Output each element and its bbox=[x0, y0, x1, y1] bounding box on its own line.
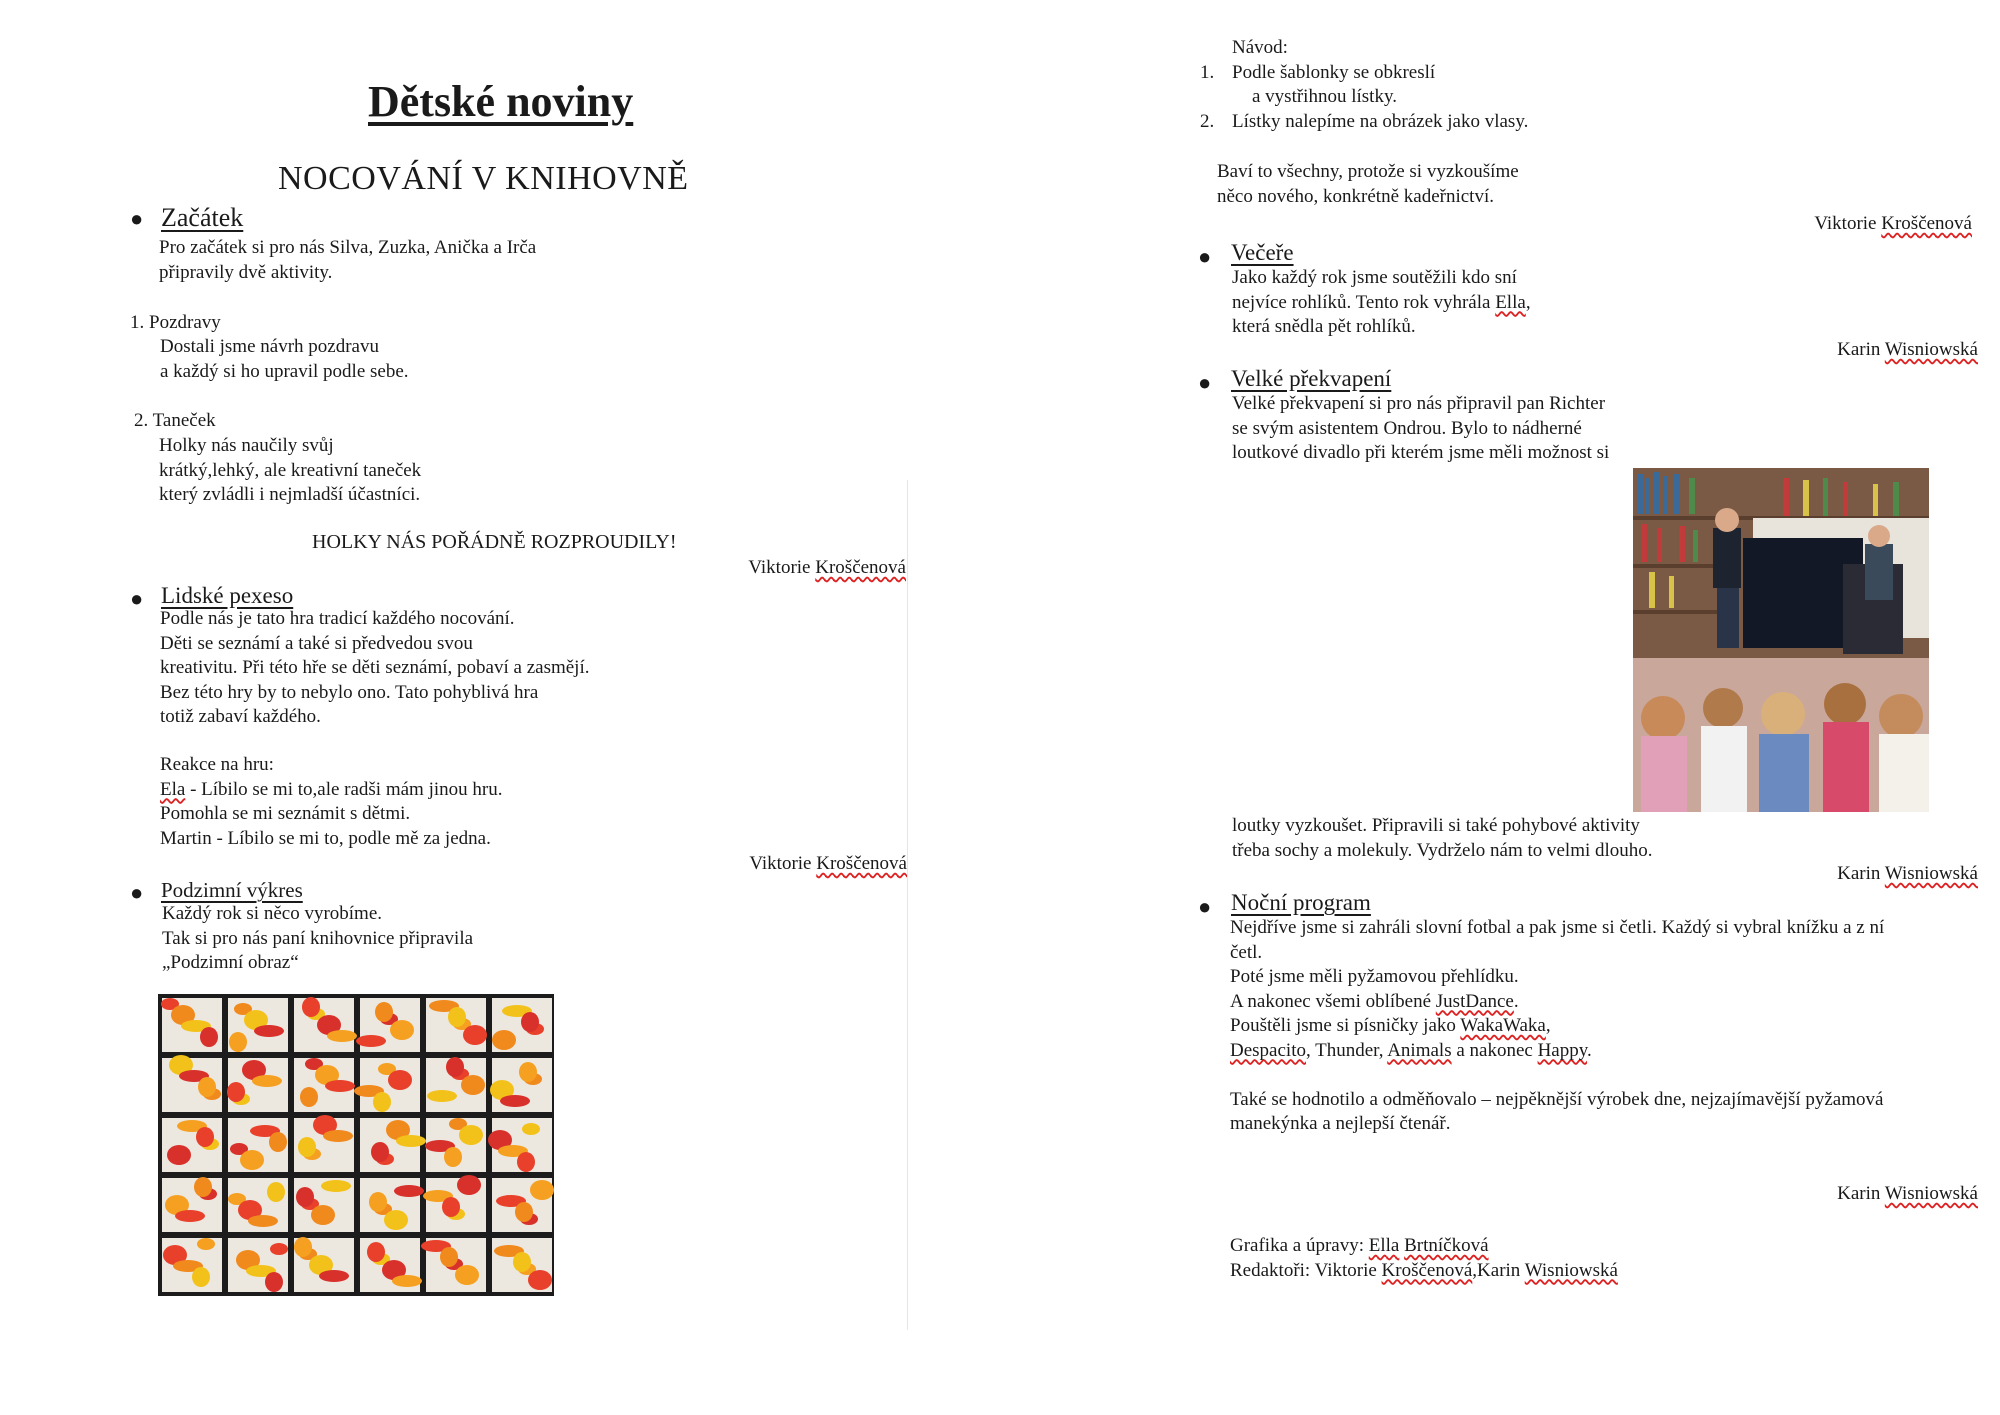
autumn-artwork-photo bbox=[158, 994, 554, 1296]
bavi-text: Baví to všechny, protože si vyzkoušíme něco nového, konkrétně kadeřnictví. bbox=[1217, 161, 1519, 207]
highlight-text: HOLKY NÁS POŘÁDNĚ ROZPROUDILY! bbox=[312, 531, 677, 553]
navod-step-1: Podle šablonky se obkreslí bbox=[1232, 62, 1436, 83]
navod-step-1b: a vystřihnou lístky. bbox=[1252, 86, 1397, 107]
section-heading-prekvapeni: Velké překvapení bbox=[1231, 366, 1392, 391]
vykres-text: Každý rok si něco vyrobíme. Tak si pro nás paní knihovnice připravila „Podzimní obraz“ bbox=[162, 903, 474, 973]
section-heading-vykres: Podzimní výkres bbox=[161, 878, 303, 902]
pozdravy-heading: 1. Pozdravy bbox=[130, 312, 221, 333]
credits: Grafika a úpravy: Ella Brtníčková Redaktoři: Viktorie Kroščenová,Karin Wisniowská bbox=[1230, 1235, 1618, 1281]
section-heading-pexeso: Lidské pexeso bbox=[161, 583, 294, 608]
bullet-icon: ● bbox=[1198, 370, 1212, 395]
section-heading-nocni: Noční program bbox=[1231, 890, 1371, 915]
pozdravy-text: Dostali jsme návrh pozdravu a každý si ho upravil podle sebe. bbox=[160, 336, 409, 382]
author-signature: Viktorie Kroščenová bbox=[1814, 213, 1972, 234]
bullet-icon: ● bbox=[1198, 244, 1212, 269]
author-signature: Karin Wisniowská bbox=[1837, 1183, 1978, 1204]
author-signature: Viktorie Kroščenová bbox=[748, 557, 906, 578]
navod-label: Návod: bbox=[1232, 37, 1288, 58]
bullet-icon: ● bbox=[1198, 894, 1212, 919]
page-divider bbox=[907, 480, 908, 1330]
section-heading-vecere: Večeře bbox=[1231, 240, 1294, 265]
bullet-icon: ● bbox=[130, 586, 144, 611]
tanecek-text: Holky nás naučily svůj krátký,lehký, ale kreativní taneček který zvládli i nejmladší účastníci. bbox=[159, 435, 422, 505]
nocni-text: Nejdříve jsme si zahráli slovní fotbal a pak jsme si četli. Každý si vybral knížku a z ní četl. Poté jsme měli pyžamovou přehlídku. A nakonec všemi oblíbené JustDance. Pouštěli jsme si písničky jako WakaWaka, Despacito, Thunder, Animals a nakonec Happy. Také se hodnotilo a odměňovalo – nejpěknější výrobek dne, nejzajímavější pyžamová manekýnka a nejlepší čtenář. bbox=[1230, 917, 1885, 1134]
zacatek-text: Pro začátek si pro nás Silva, Zuzka, Anička a Irča připravily dvě aktivity. bbox=[159, 237, 537, 283]
navod-step-1-number: 1. bbox=[1200, 62, 1215, 83]
author-signature: Karin Wisniowská bbox=[1837, 339, 1978, 360]
prekvapeni-text-after: loutky vyzkoušet. Připravili si také pohybové aktivity třeba sochy a molekuly. Vydrželo nám to velmi dlouho. bbox=[1232, 815, 1653, 861]
section-heading-zacatek: Začátek bbox=[161, 203, 244, 232]
prekvapeni-text: Velké překvapení si pro nás připravil pan Richter se svým asistentem Ondrou. Bylo to nádherné loutkové divadlo při kterém jsme měli možnost si bbox=[1232, 393, 1610, 463]
article-title: NOCOVÁNÍ V KNIHOVNĚ bbox=[278, 160, 689, 197]
navod-step-2-number: 2. bbox=[1200, 111, 1215, 132]
navod-step-2: Lístky nalepíme na obrázek jako vlasy. bbox=[1232, 111, 1529, 132]
puppet-theatre-photo bbox=[1633, 468, 1929, 812]
reaction-block: Reakce na hru: Ela - Líbilo se mi to,ale radši mám jinou hru. Pomohla se mi seznámit s dětmi. Martin - Líbilo se mi to, podle mě za jedna. bbox=[160, 754, 503, 849]
vecere-text: Jako každý rok jsme soutěžili kdo sní nejvíce rohlíků. Tento rok vyhrála Ella, která snědla pět rohlíků. bbox=[1232, 267, 1531, 337]
bullet-icon: ● bbox=[130, 206, 144, 231]
author-signature: Karin Wisniowská bbox=[1837, 863, 1978, 884]
bullet-icon: ● bbox=[130, 880, 144, 905]
newspaper-title: Dětské noviny bbox=[368, 77, 634, 126]
author-signature: Viktorie Kroščenová bbox=[749, 853, 907, 874]
tanecek-heading: 2. Taneček bbox=[134, 410, 216, 431]
pexeso-text: Podle nás je tato hra tradicí každého nocování. Děti se seznámí a také si předvedou svou kreativitu. Při této hře se děti seznámí, pobaví a zasmějí. Bez této hry by to nebylo ono. Tato pohyblivá hra totiž zabaví každého. bbox=[160, 608, 590, 727]
